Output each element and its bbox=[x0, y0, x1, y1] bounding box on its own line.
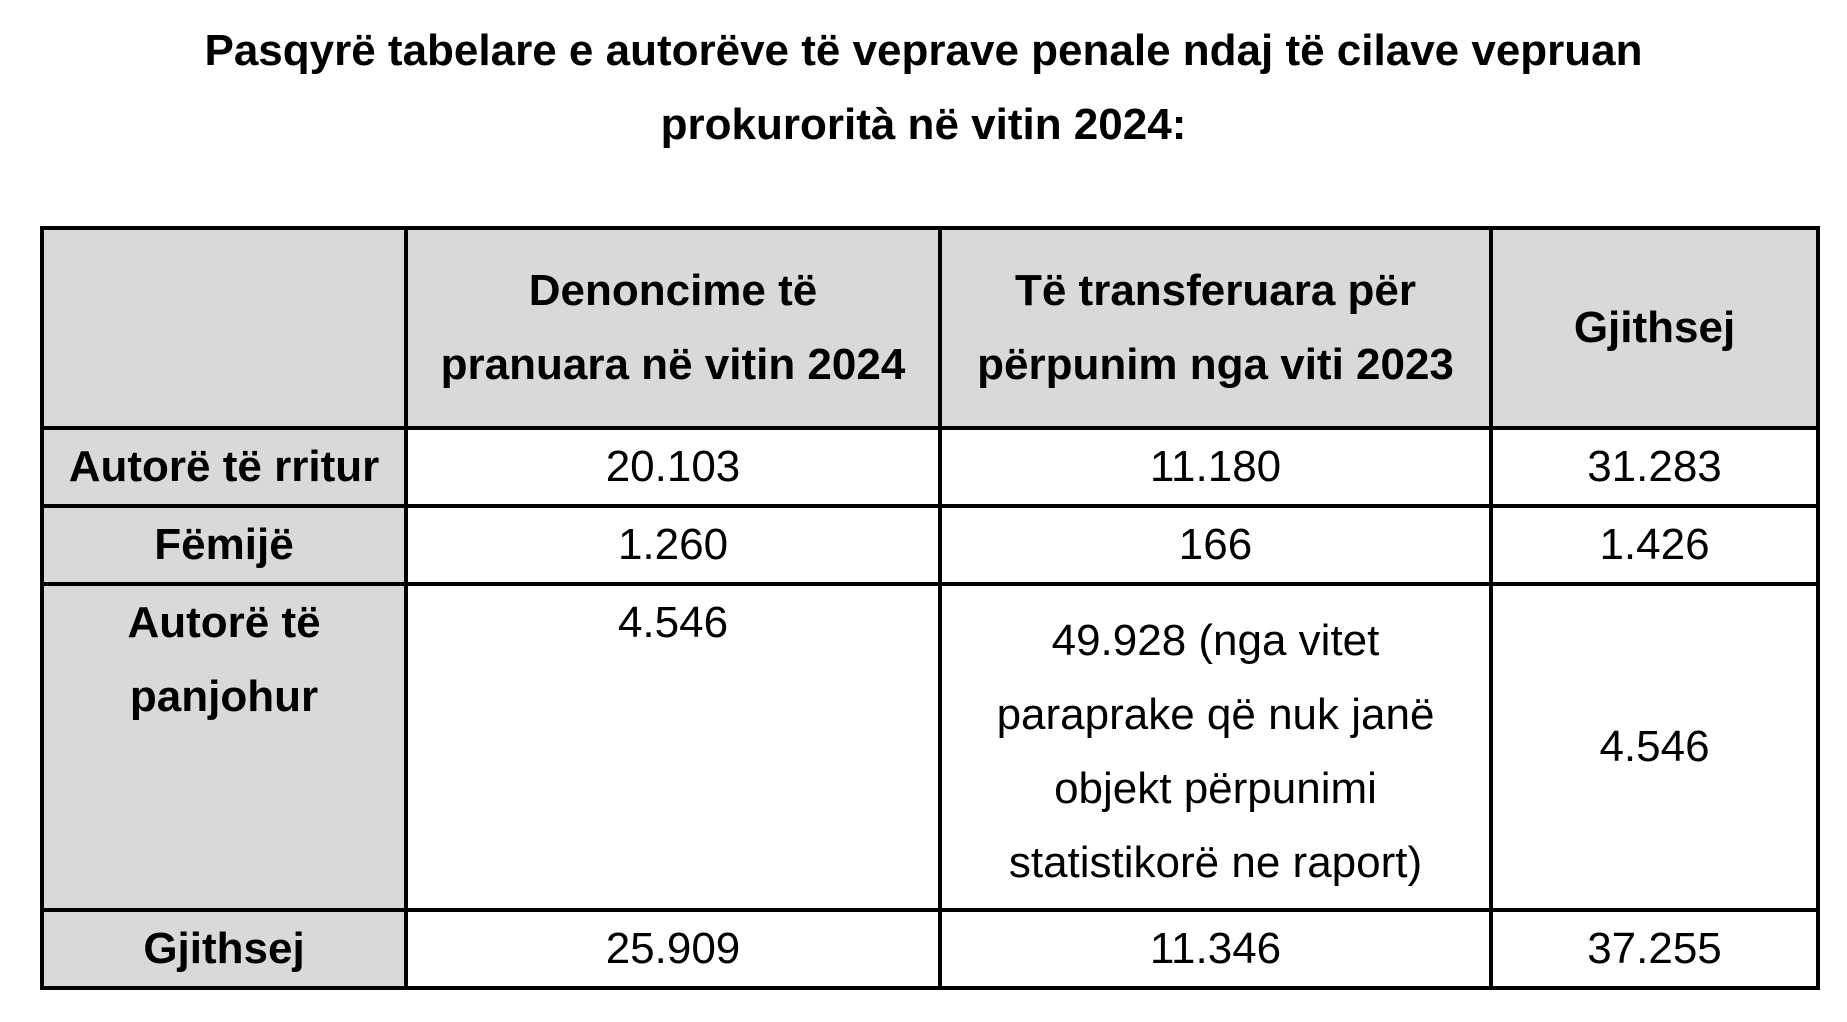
row-label-children: Fëmijë bbox=[42, 506, 406, 584]
row-label-unknown-line-2: panjohur bbox=[129, 672, 319, 721]
cell-total-reported-2024: 25.909 bbox=[406, 910, 940, 988]
page-title bbox=[0, 14, 1847, 162]
cell-unknown-transferred-2023 bbox=[940, 584, 1491, 910]
row-label-unknown bbox=[42, 584, 406, 910]
cell-total-total: 37.255 bbox=[1491, 910, 1818, 988]
table-row-children bbox=[42, 506, 1818, 584]
cell-unknown-transferred-line-3: objekt përpunimi bbox=[1054, 764, 1377, 813]
table-row-total bbox=[42, 910, 1818, 988]
cell-unknown-transferred-line-4: statistikorë ne raport) bbox=[1008, 838, 1423, 887]
cell-adults-total: 31.283 bbox=[1491, 428, 1818, 506]
header-reported-2024-line-2: pranuara në vitin 2024 bbox=[440, 340, 906, 389]
title-line-1: Pasqyrë tabelare e autorëve të veprave penale ndaj të cilave vepruan bbox=[204, 26, 1643, 75]
header-transferred-2023-line-1: Të transferuara për bbox=[1014, 266, 1417, 315]
statistics-table bbox=[40, 226, 1820, 990]
row-label-adults: Autorë të rritur bbox=[42, 428, 406, 506]
cell-unknown-total: 4.546 bbox=[1491, 584, 1818, 910]
table-row-unknown bbox=[42, 584, 1818, 910]
cell-adults-transferred-2023: 11.180 bbox=[940, 428, 1491, 506]
header-transferred-2023 bbox=[940, 228, 1491, 428]
table-row-adults bbox=[42, 428, 1818, 506]
title-line-2: prokurorità në vitin 2024: bbox=[660, 100, 1187, 149]
header-reported-2024 bbox=[406, 228, 940, 428]
cell-children-reported-2024: 1.260 bbox=[406, 506, 940, 584]
table-header-row bbox=[42, 228, 1818, 428]
cell-adults-reported-2024: 20.103 bbox=[406, 428, 940, 506]
header-total: Gjithsej bbox=[1491, 228, 1818, 428]
row-label-total: Gjithsej bbox=[42, 910, 406, 988]
cell-unknown-transferred-line-1: 49.928 (nga vitet bbox=[1051, 616, 1380, 665]
cell-unknown-transferred-line-2: paraprake që nuk janë bbox=[996, 690, 1435, 739]
row-label-unknown-line-1: Autorë të bbox=[127, 598, 321, 647]
cell-unknown-reported-2024: 4.546 bbox=[406, 584, 940, 910]
cell-children-total: 1.426 bbox=[1491, 506, 1818, 584]
header-corner-cell bbox=[42, 228, 406, 428]
cell-total-transferred-2023: 11.346 bbox=[940, 910, 1491, 988]
cell-children-transferred-2023: 166 bbox=[940, 506, 1491, 584]
header-reported-2024-line-1: Denoncime të bbox=[528, 266, 818, 315]
header-transferred-2023-line-2: përpunim nga viti 2023 bbox=[977, 340, 1454, 389]
